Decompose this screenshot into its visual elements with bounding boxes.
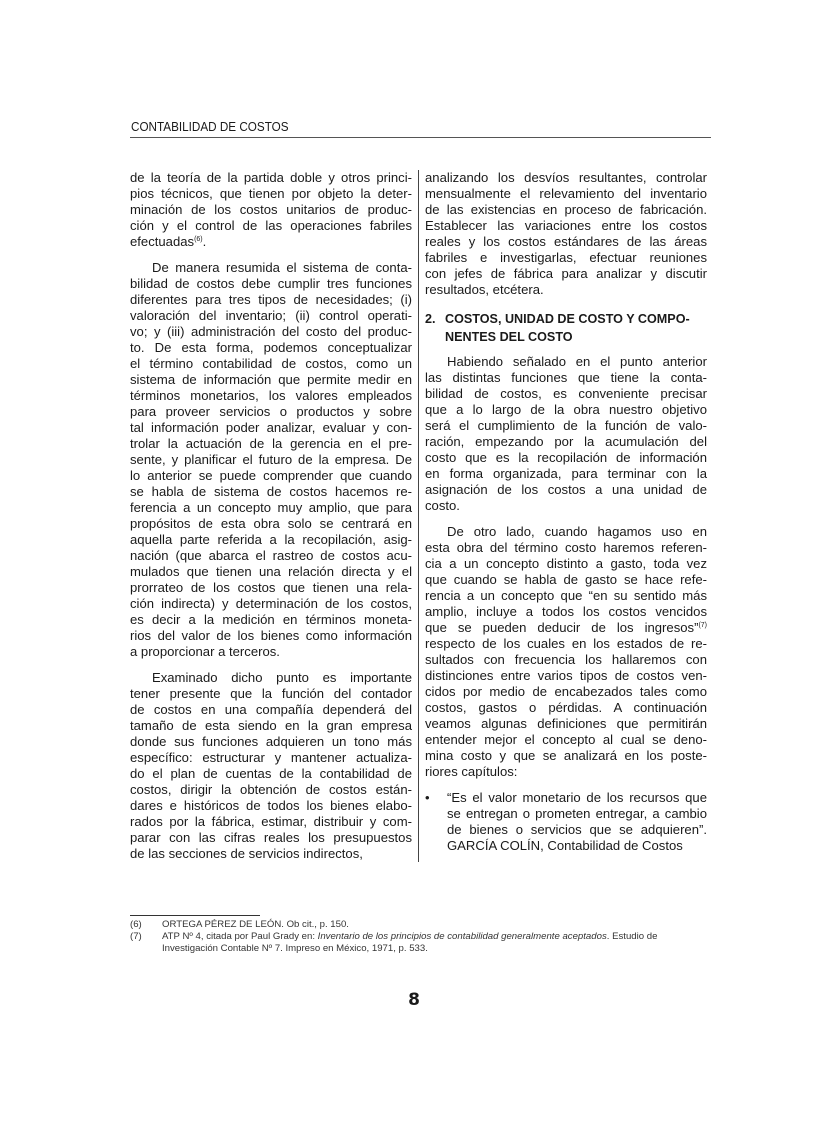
text-line: bilidad de costos debe cumplir tres funciones — [130, 276, 412, 291]
text-line: Establecer las variaciones entre los costos — [425, 218, 707, 233]
paragraph — [425, 354, 707, 514]
text-line: Habiendo señalado en el punto anterior — [447, 354, 707, 369]
text-line: rados por la fábrica, estimar, distribuir y com- — [130, 814, 412, 829]
footnote-number: (6) — [130, 919, 142, 930]
text-line: resultados, etcétera. — [425, 282, 544, 297]
text-line: do el plan de cuentas de la contabilidad de — [130, 766, 412, 781]
footnote-text — [162, 919, 710, 931]
text-line: específico: estructurar y mantener actualiza- — [130, 750, 412, 765]
text-line: aquella parte referida a la recopilación, asig- — [130, 532, 412, 547]
text-line: fabriles e investigarlas, efectuar reuniones — [425, 250, 707, 265]
text-line: que a lo largo de la obra nuestro objetivo — [425, 402, 707, 417]
left-column — [130, 170, 412, 872]
text-line: esta obra del término costo haremos referen- — [425, 540, 707, 555]
text-line — [425, 620, 707, 636]
section-heading-line: NENTES DEL COSTO — [445, 330, 573, 344]
text-line: se entregan o prometen entregar, a cambio — [447, 806, 707, 821]
text-line: nación (que abarca el rastreo de costos acu- — [130, 548, 412, 563]
text-line: mensualmente el relevamiento del inventario — [425, 186, 707, 201]
text-line: bilidad de costos, es conveniente precisar — [425, 386, 707, 401]
line-text: que se pueden deducir de los ingresos” — [425, 620, 699, 635]
text-line: es decir a la medición en términos moneta- — [130, 612, 412, 627]
paragraph — [130, 260, 412, 660]
text-line: rencia a un concepto que “en su sentido más — [425, 588, 707, 603]
section-heading-line: COSTOS, UNIDAD DE COSTO Y COMPO- — [445, 312, 690, 326]
text-line: reales y los costos estándares de las áreas — [425, 234, 707, 249]
text-line: el término contabilidad de costos, como un — [130, 356, 412, 371]
footnote — [130, 931, 710, 955]
footnote-segment: ATP Nº 4, citada por Paul Grady en: — [162, 931, 318, 942]
text-line: tal información poder analizar, evaluar y con- — [130, 420, 412, 435]
bullet-item — [425, 790, 707, 854]
text-line: minación de los costos unitarios de produc- — [130, 202, 412, 217]
text-line: donde sus funciones adquieren un tono más — [130, 734, 412, 749]
text-line: to. De esta forma, podemos conceptualizar — [130, 340, 412, 355]
text-line: sente, y planificar el futuro de la empresa. De — [130, 452, 412, 467]
text-line: mulados que tienen una relación directa y el — [130, 564, 412, 579]
text-line: tener presente que la función del contador — [130, 686, 412, 701]
text-line: distinciones entre varios tipos de costos ven- — [425, 668, 707, 683]
text-line: riores capítulos: — [425, 764, 518, 779]
footnote-reference: (7) — [698, 622, 707, 629]
text-line: costos, dirigir la obtención de costos están- — [130, 782, 412, 797]
text-line: rios del valor de los bienes como información — [130, 628, 412, 643]
footnote-reference: (6) — [194, 236, 203, 243]
footnote-number: (7) — [130, 931, 142, 942]
footnote — [130, 919, 710, 931]
text-line: asignación de los costos a una unidad de — [425, 482, 707, 497]
text-line: valoración del inventario; (ii) control operati- — [130, 308, 412, 323]
bullet-marker: • — [425, 790, 430, 805]
text-line: De manera resumida el sistema de conta- — [152, 260, 412, 275]
text-line: con jefes de fábrica para analizar y discutir — [425, 266, 707, 281]
text-line: sistema de información que permite medir en — [130, 372, 412, 387]
text-line: Examinado dicho punto es importante — [152, 670, 412, 685]
text-line: lo anterior se puede comprender que cuando — [130, 468, 412, 483]
text-line: De otro lado, cuando hagamos uso en — [447, 524, 707, 539]
text-line: cidos por medio de encabezados tales como — [425, 684, 707, 699]
paragraph — [425, 170, 707, 298]
text-line: dares e históricos de todos los bienes elabo- — [130, 798, 412, 813]
text-line: términos monetarios, los valores empleados — [130, 388, 412, 403]
text-line: cia a un concepto distinto a gasto, toda vez — [425, 556, 707, 571]
text-line: a proporcionar a terceros. — [130, 644, 280, 659]
text-line: que cuando se habla de gasto se hace refe- — [425, 572, 707, 587]
text-line: costo que es la recopilación de información — [425, 450, 707, 465]
text-line: analizando los desvíos resultantes, controlar — [425, 170, 707, 185]
text-line: respecto de los cuales en los estados de re- — [425, 636, 707, 651]
header-rule — [130, 137, 711, 138]
section-heading — [425, 310, 707, 346]
running-header-title: CONTABILIDAD DE COSTOS — [131, 119, 289, 134]
text-line: “Es el valor monetario de los recursos que — [447, 790, 707, 805]
text-line: ción indirecta) y determinación de los costos, — [130, 596, 412, 611]
text-line: vo; y (iii) administración del costo del produc- — [130, 324, 412, 339]
text-line: amplio, incluye a todos los costos vencidos — [425, 604, 707, 619]
text-line: veamos algunas definiciones que permitirán — [425, 716, 707, 731]
text-line: pios técnicos, que tienen por objeto la deter- — [130, 186, 412, 201]
text-line: será el cumplimiento de la función de valo- — [425, 418, 707, 433]
right-column — [425, 170, 707, 854]
section-number: 2. — [425, 312, 436, 326]
text-line: entender mejor el concepto al cual se deno- — [425, 732, 707, 747]
text-line: de las existencias en proceso de fabricación. — [425, 202, 707, 217]
text-line: ción y el control de las operaciones fabriles — [130, 218, 412, 233]
text-line: ración, empezando por la acumulación del — [425, 434, 707, 449]
text-line: costos, gastos o pérdidas. A continuación — [425, 700, 707, 715]
text-line: costo. — [425, 498, 460, 513]
text-line: propósitos de esta obra solo se centrará en — [130, 516, 412, 531]
text-line: GARCÍA COLÍN, Contabilidad de Costos — [447, 838, 683, 853]
page-number: 8 — [408, 990, 420, 1010]
text-line: ferencia a un concepto muy amplio, que para — [130, 500, 412, 515]
text-line: de la teoría de la partida doble y otros princi- — [130, 170, 412, 185]
text-line: de las secciones de servicios indirectos, — [130, 846, 363, 861]
footnote-text — [162, 931, 710, 955]
line-text: . — [202, 234, 207, 249]
column-divider — [418, 170, 419, 862]
text-line: de bienes o servicios que se adquieren”. — [447, 822, 707, 837]
text-line: parar con las cifras reales los presupuestos — [130, 830, 412, 845]
text-line: de costos en una compañía dependerá del — [130, 702, 412, 717]
text-line: en forma organizada, para terminar con la — [425, 466, 707, 481]
paragraph — [425, 524, 707, 780]
footnote-segment: Inventario de los principios de contabilidad generalmente aceptados — [317, 931, 607, 942]
text-line — [130, 234, 412, 250]
text-line: las distintas funciones que tiene la conta- — [425, 370, 707, 385]
text-line: tamaño de esta siendo en la gran empresa — [130, 718, 412, 733]
text-line: sultados con frecuencia los hallaremos con — [425, 652, 707, 667]
footnote-rule — [130, 915, 260, 916]
text-line: se habla de sistema de costos hacemos re- — [130, 484, 412, 499]
text-line: prorrateo de los costos que tienen una rela- — [130, 580, 412, 595]
text-line: diferentes para tres tipos de necesidades; (i) — [130, 292, 412, 307]
line-text: efectuadas — [130, 234, 195, 249]
text-line: para proveer servicios o productos y sobre — [130, 404, 412, 419]
text-line: mina costo y que se analizará en los poste- — [425, 748, 707, 763]
paragraph — [130, 670, 412, 862]
footnotes — [130, 919, 710, 955]
text-line: trolar la actuación de la gerencia en el pre- — [130, 436, 412, 451]
footnote-segment: . Estudio de Investigación Contable Nº 7. Impreso en México, 1971, p. 533. — [162, 931, 658, 954]
paragraph — [130, 170, 412, 250]
footnote-segment: ORTEGA PÉREZ DE LEÓN. Ob cit., p. 150. — [162, 919, 349, 930]
